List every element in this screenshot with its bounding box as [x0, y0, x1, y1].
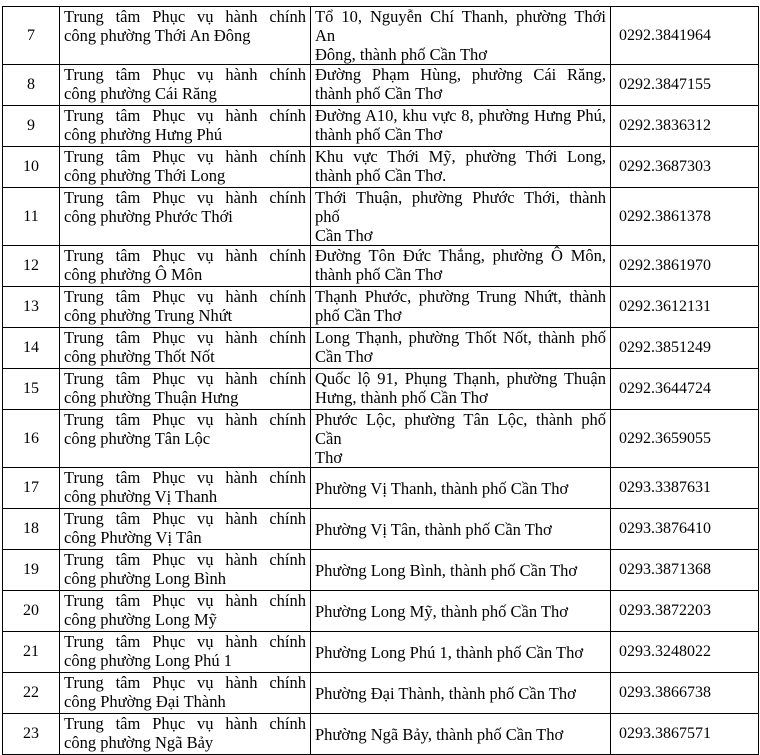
center-name-line: công phường Thới An Đông — [64, 26, 251, 45]
table-row — [3, 65, 759, 106]
address-cell — [311, 246, 611, 287]
address-line: Phường Vị Tân, thành phố Cần Thơ — [315, 519, 552, 539]
center-name-cell — [60, 591, 311, 632]
row-number-cell: 23 — [3, 714, 60, 755]
center-name-line: Trung tâm Phục vụ hành chính — [64, 550, 306, 569]
center-name-line: công phường Phước Thới — [64, 207, 233, 226]
table-row — [3, 673, 759, 714]
center-name-cell — [60, 147, 311, 188]
center-name-cell — [60, 468, 311, 509]
address-line: Khu vực Thới Mỹ, phường Thới Long, — [315, 147, 606, 166]
center-name-cell — [60, 188, 311, 246]
address-line: Đông, thành phố Cần Thơ — [315, 45, 488, 64]
address-cell — [311, 509, 611, 550]
row-number-cell: 19 — [3, 550, 60, 591]
center-name-line: công phường Thới Long — [64, 166, 226, 185]
table-row — [3, 106, 759, 147]
address-line: Thơ — [315, 448, 343, 467]
address-line: Phước Lộc, phường Tân Lộc, thành phố Cần — [315, 410, 606, 448]
table-row — [3, 369, 759, 410]
address-cell — [311, 468, 611, 509]
address-cell — [311, 410, 611, 468]
center-name-line: Trung tâm Phục vụ hành chính — [64, 410, 306, 429]
table-row — [3, 714, 759, 755]
center-name-line: công phường Trung Nhứt — [64, 306, 233, 325]
center-name-cell — [60, 369, 311, 410]
phone-cell: 0292.3612131 — [611, 287, 759, 328]
address-cell — [311, 591, 611, 632]
address-line: Phường Long Mỹ, thành phố Cần Thơ — [315, 601, 568, 621]
phone-cell: 0292.3851249 — [611, 328, 759, 369]
phone-cell: 0293.3866738 — [611, 673, 759, 714]
table-row — [3, 287, 759, 328]
center-name-line: Trung tâm Phục vụ hành chính — [64, 714, 306, 733]
row-number-cell: 7 — [3, 7, 60, 65]
table-row — [3, 410, 759, 468]
center-name-line: công phường Tân Lộc — [64, 429, 211, 448]
row-number-cell: 10 — [3, 147, 60, 188]
address-line: Hưng, thành phố Cần Thơ — [315, 388, 488, 407]
row-number-cell: 22 — [3, 673, 60, 714]
row-number-cell: 16 — [3, 410, 60, 468]
center-name-line: công Phường Vị Tân — [64, 528, 202, 547]
address-line: Long Thạnh, phường Thốt Nốt, thành phố — [315, 328, 606, 347]
phone-cell: 0293.3248022 — [611, 632, 759, 673]
center-name-line: Trung tâm Phục vụ hành chính — [64, 509, 306, 528]
row-number-cell: 12 — [3, 246, 60, 287]
center-name-line: công phường Ngã Bảy — [64, 733, 214, 752]
address-cell — [311, 328, 611, 369]
service-centers-table — [2, 6, 759, 755]
row-number-cell: 18 — [3, 509, 60, 550]
address-line: thành phố Cần Thơ. — [315, 166, 447, 185]
address-line: Phường Đại Thành, thành phố Cần Thơ — [315, 683, 576, 703]
center-name-line: công phường Thuận Hưng — [64, 388, 239, 407]
address-line: Cần Thơ — [315, 226, 373, 245]
address-cell — [311, 106, 611, 147]
address-line: Quốc lộ 91, Phụng Thạnh, phường Thuận — [315, 369, 606, 388]
address-line: thành phố Cần Thơ — [315, 125, 443, 144]
center-name-line: công phường Cái Răng — [64, 84, 217, 103]
row-number-cell: 8 — [3, 65, 60, 106]
address-cell — [311, 287, 611, 328]
table-row — [3, 147, 759, 188]
phone-cell: 0293.3876410 — [611, 509, 759, 550]
address-cell — [311, 550, 611, 591]
center-name-line: Trung tâm Phục vụ hành chính — [64, 369, 306, 388]
row-number-cell: 21 — [3, 632, 60, 673]
row-number-cell: 9 — [3, 106, 60, 147]
center-name-line: công Phường Đại Thành — [64, 692, 226, 711]
phone-cell: 0293.3872203 — [611, 591, 759, 632]
address-line: Tổ 10, Nguyễn Chí Thanh, phường Thới An — [315, 7, 606, 45]
center-name-line: công phường Long Phú 1 — [64, 651, 232, 670]
center-name-cell — [60, 632, 311, 673]
address-line: Đường Phạm Hùng, phường Cái Răng, — [315, 65, 606, 84]
address-line: Phường Vị Thanh, thành phố Cần Thơ — [315, 478, 569, 498]
row-number-cell: 15 — [3, 369, 60, 410]
address-line: Phường Long Bình, thành phố Cần Thơ — [315, 560, 578, 580]
address-line: Đường A10, khu vực 8, phường Hưng Phú, — [315, 106, 606, 125]
table-row — [3, 509, 759, 550]
center-name-line: Trung tâm Phục vụ hành chính — [64, 188, 306, 207]
table-row — [3, 7, 759, 65]
center-name-line: công phường Long Mỹ — [64, 610, 217, 629]
phone-cell: 0292.3687303 — [611, 147, 759, 188]
phone-cell: 0293.3387631 — [611, 468, 759, 509]
address-line: Phường Ngã Bảy, thành phố Cần Thơ — [315, 724, 564, 744]
center-name-cell — [60, 673, 311, 714]
phone-cell: 0292.3861378 — [611, 188, 759, 246]
center-name-line: Trung tâm Phục vụ hành chính — [64, 673, 306, 692]
center-name-line: Trung tâm Phục vụ hành chính — [64, 246, 306, 265]
row-number-cell: 11 — [3, 188, 60, 246]
phone-cell: 0292.3659055 — [611, 410, 759, 468]
center-name-line: Trung tâm Phục vụ hành chính — [64, 65, 306, 84]
address-cell — [311, 673, 611, 714]
center-name-line: Trung tâm Phục vụ hành chính — [64, 328, 306, 347]
table-row — [3, 246, 759, 287]
address-line: Phường Long Phú 1, thành phố Cần Thơ — [315, 642, 584, 662]
table-row — [3, 328, 759, 369]
address-line: Cần Thơ — [315, 347, 373, 366]
center-name-cell — [60, 550, 311, 591]
address-cell — [311, 369, 611, 410]
phone-cell: 0292.3644724 — [611, 369, 759, 410]
center-name-cell — [60, 509, 311, 550]
table-row — [3, 188, 759, 246]
center-name-cell — [60, 714, 311, 755]
center-name-line: công phường Long Bình — [64, 569, 227, 588]
center-name-line: công phường Thốt Nốt — [64, 347, 215, 366]
phone-cell: 0293.3871368 — [611, 550, 759, 591]
table-body — [3, 7, 759, 755]
address-line: Đường Tôn Đức Thắng, phường Ô Môn, — [315, 246, 606, 265]
address-cell — [311, 188, 611, 246]
phone-cell: 0292.3841964 — [611, 7, 759, 65]
center-name-line: Trung tâm Phục vụ hành chính — [64, 106, 306, 125]
center-name-line: Trung tâm Phục vụ hành chính — [64, 7, 306, 26]
center-name-line: công phường Ô Môn — [64, 265, 203, 284]
center-name-cell — [60, 106, 311, 147]
address-line: phố Cần Thơ — [315, 306, 402, 325]
phone-cell: 0293.3867571 — [611, 714, 759, 755]
phone-cell: 0292.3861970 — [611, 246, 759, 287]
center-name-line: Trung tâm Phục vụ hành chính — [64, 591, 306, 610]
center-name-line: Trung tâm Phục vụ hành chính — [64, 468, 306, 487]
address-line: Thạnh Phước, phường Trung Nhứt, thành — [315, 287, 606, 306]
row-number-cell: 20 — [3, 591, 60, 632]
row-number-cell: 13 — [3, 287, 60, 328]
row-number-cell: 17 — [3, 468, 60, 509]
center-name-cell — [60, 246, 311, 287]
address-cell — [311, 714, 611, 755]
table-row — [3, 550, 759, 591]
address-cell — [311, 65, 611, 106]
table-row — [3, 591, 759, 632]
center-name-line: Trung tâm Phục vụ hành chính — [64, 147, 306, 166]
table-row — [3, 468, 759, 509]
address-cell — [311, 147, 611, 188]
center-name-cell — [60, 65, 311, 106]
center-name-line: Trung tâm Phục vụ hành chính — [64, 632, 306, 651]
center-name-cell — [60, 7, 311, 65]
address-cell — [311, 632, 611, 673]
phone-cell: 0292.3836312 — [611, 106, 759, 147]
row-number-cell: 14 — [3, 328, 60, 369]
address-line: thành phố Cần Thơ — [315, 84, 443, 103]
table-row — [3, 632, 759, 673]
center-name-cell — [60, 287, 311, 328]
address-line: thành phố Cần Thơ — [315, 265, 443, 284]
phone-cell: 0292.3847155 — [611, 65, 759, 106]
center-name-line: công phường Vị Thanh — [64, 487, 218, 506]
center-name-cell — [60, 328, 311, 369]
center-name-line: công phường Hưng Phú — [64, 125, 223, 144]
address-cell — [311, 7, 611, 65]
center-name-line: Trung tâm Phục vụ hành chính — [64, 287, 306, 306]
center-name-cell — [60, 410, 311, 468]
address-line: Thới Thuận, phường Phước Thới, thành phố — [315, 188, 606, 226]
